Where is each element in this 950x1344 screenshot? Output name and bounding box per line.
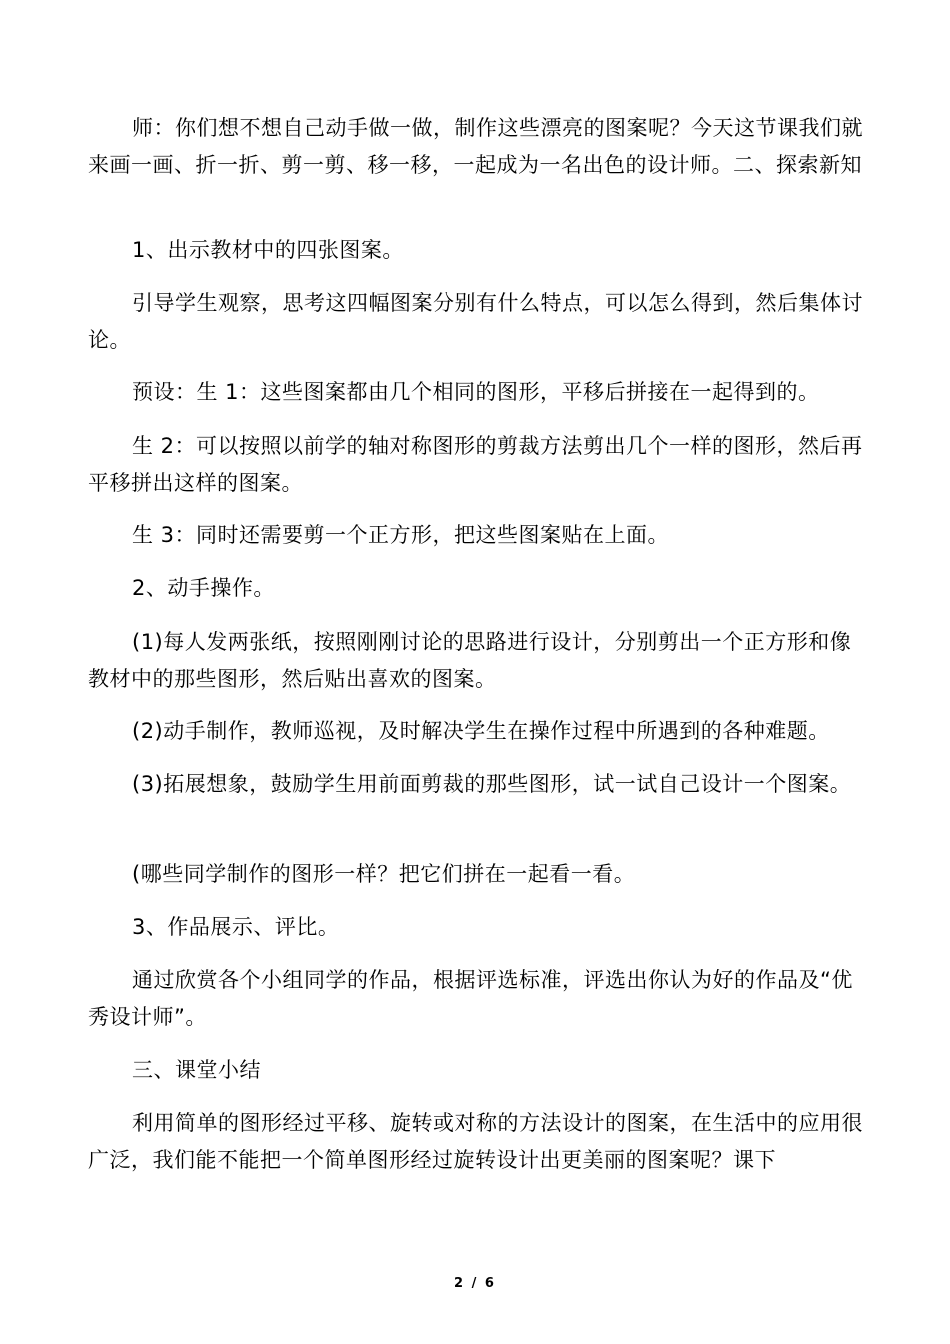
paragraph-intro: 师：你们想不想自己动手做一做，制作这些漂亮的图案呢？今天这节课我们就来画一画、折一折、剪一剪、移一移，一起成为一名出色的设计师。二、探索新知 [88, 116, 863, 177]
paragraph-evaluate: 通过欣赏各个小组同学的作品，根据评选标准，评选出你认为好的作品及“优秀设计师”。 [88, 968, 853, 1029]
page-number: 2 / 6 [454, 1276, 496, 1291]
paragraph-substep-2: (2)动手制作，教师巡视，及时解决学生在操作过程中所遇到的各种难题。 [132, 719, 830, 743]
paragraph-step-3: 3、作品展示、评比。 [132, 915, 340, 939]
paragraph-step-1: 1、出示教材中的四张图案。 [132, 238, 404, 262]
paragraph-student-1: 预设：生 1：这些图案都由几个相同的图形，平移后拼接在一起得到的。 [132, 380, 820, 404]
paragraph-substep-1: (1)每人发两张纸，按照刚刚讨论的思路进行设计，分别剪出一个正方形和像教材中的那些图形，然后贴出喜欢的图案。 [88, 630, 852, 691]
paragraph-step-2: 2、动手操作。 [132, 576, 275, 600]
paragraph-summary: 利用简单的图形经过平移、旋转或对称的方法设计的图案，在生活中的应用很广泛，我们能不能把一个简单图形经过旋转设计出更美丽的图案呢？课下 [88, 1111, 863, 1172]
paragraph-observe: 引导学生观察，思考这四幅图案分别有什么特点，可以怎么得到，然后集体讨论。 [88, 291, 863, 352]
paragraph-student-3: 生 3：同时还需要剪一个正方形，把这些图案贴在上面。 [132, 523, 670, 547]
section-heading-summary: 三、课堂小结 [132, 1058, 261, 1082]
paragraph-question: (哪些同学制作的图形一样？把它们拼在一起看一看。 [132, 862, 636, 886]
paragraph-substep-3: (3)拓展想象，鼓励学生用前面剪裁的那些图形，试一试自己设计一个图案。 [132, 772, 852, 796]
paragraph-student-2: 生 2：可以按照以前学的轴对称图形的剪裁方法剪出几个一样的图形，然后再平移拼出这样的图案。 [88, 434, 863, 495]
